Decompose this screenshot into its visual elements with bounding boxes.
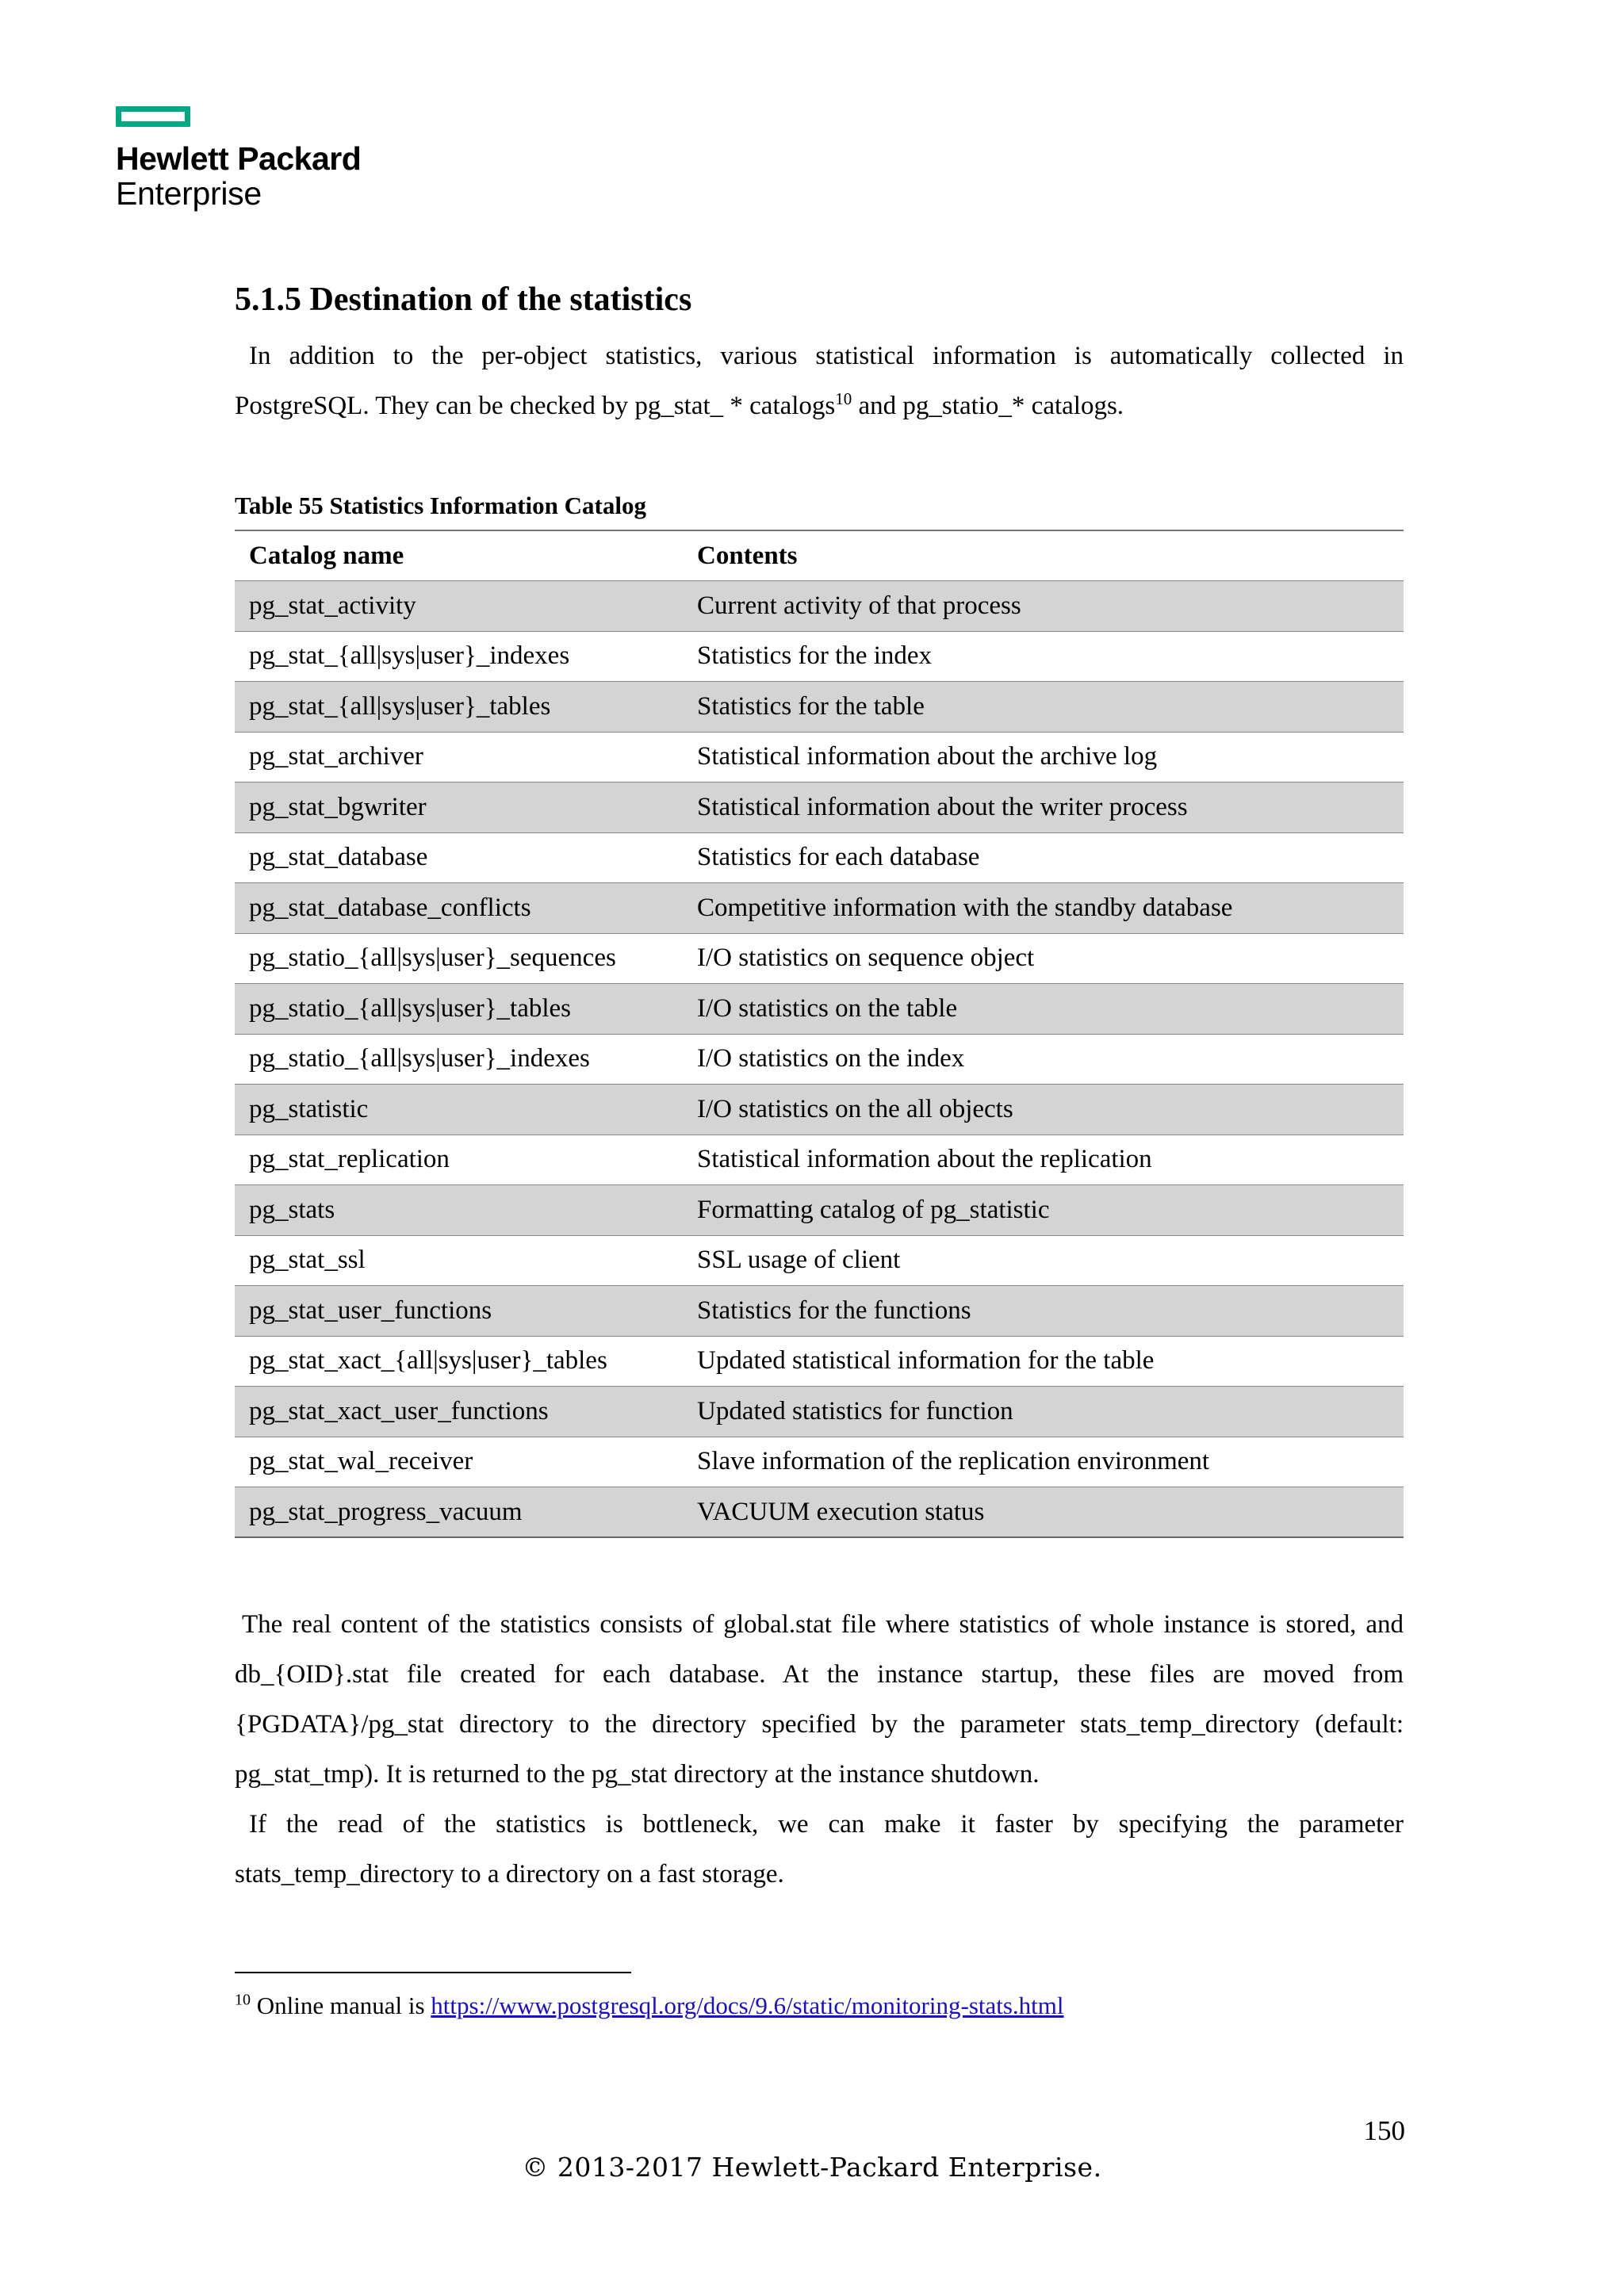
footnote-divider bbox=[235, 1972, 631, 1973]
table-header-row bbox=[235, 530, 1404, 581]
table-caption: Table 55 Statistics Information Catalog bbox=[235, 492, 646, 519]
page-number: 150 bbox=[1363, 2115, 1405, 2146]
hpe-logo bbox=[116, 106, 361, 211]
catalog-name-cell: pg_stat_{all|sys|user}_indexes bbox=[249, 641, 570, 671]
catalog-name-cell: pg_stat_bgwriter bbox=[249, 792, 427, 821]
footnote-ref[interactable]: 10 bbox=[835, 389, 852, 408]
catalog-name-cell: pg_stat_replication bbox=[249, 1145, 450, 1174]
intro-text-before: In addition to the per-object statistics, various statistical information is automatically collected in PostgreSQL. They can be checked by pg_stat_ * catalogs bbox=[235, 342, 1404, 420]
table-row bbox=[235, 1034, 1404, 1085]
catalog-name-cell: pg_stat_activity bbox=[249, 591, 416, 620]
copyright-notice: © 2013-2017 Hewlett-Packard Enterprise. bbox=[522, 2152, 1102, 2183]
footnote-number: 10 bbox=[235, 1991, 251, 2009]
body-text bbox=[235, 1600, 1404, 1900]
contents-cell: I/O statistics on the all objects bbox=[697, 1094, 1013, 1123]
catalog-name-cell: pg_statio_{all|sys|user}_sequences bbox=[249, 943, 616, 973]
table-row bbox=[235, 1487, 1404, 1538]
section-heading: 5.1.5 Destination of the statistics bbox=[235, 281, 692, 318]
catalog-name-cell: pg_stat_database_conflicts bbox=[249, 893, 531, 922]
catalog-name-cell: pg_statio_{all|sys|user}_tables bbox=[249, 993, 572, 1023]
catalog-name-cell: pg_stat_archiver bbox=[249, 742, 423, 771]
body-paragraph-1: The real content of the statistics consists of global.stat file where statistics of whole instance is stored, and db_{OID}.stat file created for each database. At the instance startup, these files are moved from {PGDATA}/pg_stat directory to the directory specified by the parameter stats_temp_directory (default: pg_stat_tmp). It is returned to the pg_stat directory at the instance shutdown. bbox=[235, 1610, 1404, 1789]
table-row bbox=[235, 984, 1404, 1035]
table-row bbox=[235, 1437, 1404, 1487]
contents-cell: SSL usage of client bbox=[697, 1246, 901, 1275]
hpe-logo-rectangle-icon bbox=[116, 106, 190, 127]
contents-cell: Updated statistics for function bbox=[697, 1396, 1013, 1425]
table-row bbox=[235, 1387, 1404, 1437]
catalog-name-cell: pg_stat_{all|sys|user}_tables bbox=[249, 691, 551, 721]
catalog-name-cell: pg_statistic bbox=[249, 1094, 369, 1123]
logo-text-line2: Enterprise bbox=[116, 175, 262, 212]
footnote-text: Online manual is bbox=[251, 1992, 431, 2019]
contents-cell: I/O statistics on the table bbox=[697, 993, 958, 1023]
contents-cell: I/O statistics on sequence object bbox=[697, 943, 1035, 973]
contents-cell: Current activity of that process bbox=[697, 591, 1021, 620]
table-row bbox=[235, 631, 1404, 682]
logo-text-line1: Hewlett Packard bbox=[116, 140, 362, 177]
table-row bbox=[235, 883, 1404, 934]
table-row bbox=[235, 1085, 1404, 1135]
catalog-name-cell: pg_stat_progress_vacuum bbox=[249, 1497, 523, 1526]
column-header-contents: Contents bbox=[697, 541, 798, 570]
column-header-catalog-name: Catalog name bbox=[249, 541, 404, 570]
catalog-name-cell: pg_stat_ssl bbox=[249, 1246, 366, 1275]
intro-paragraph bbox=[235, 331, 1404, 431]
body-paragraph-2: If the read of the statistics is bottleneck, we can make it faster by specifying the parameter stats_temp_directory to a directory on a fast storage. bbox=[235, 1810, 1404, 1888]
contents-cell: Statistics for the table bbox=[697, 691, 925, 721]
table-row bbox=[235, 1185, 1404, 1236]
contents-cell: Statistics for the functions bbox=[697, 1295, 971, 1325]
table-row bbox=[235, 682, 1404, 733]
catalog-name-cell: pg_stats bbox=[249, 1195, 335, 1224]
catalog-name-cell: pg_stat_xact_user_functions bbox=[249, 1396, 549, 1425]
table-row bbox=[235, 783, 1404, 833]
catalog-name-cell: pg_stat_user_functions bbox=[249, 1295, 492, 1325]
table-row bbox=[235, 1336, 1404, 1387]
contents-cell: Statistical information about the writer process bbox=[697, 792, 1188, 821]
table-row bbox=[235, 581, 1404, 632]
table-row bbox=[235, 732, 1404, 783]
statistics-catalog-table bbox=[235, 530, 1404, 1538]
footnote bbox=[235, 1988, 1404, 2023]
catalog-name-cell: pg_stat_wal_receiver bbox=[249, 1447, 473, 1476]
contents-cell: Statistical information about the archive log bbox=[697, 742, 1158, 771]
table-row bbox=[235, 832, 1404, 883]
table-row bbox=[235, 1235, 1404, 1286]
intro-text-after: and pg_statio_* catalogs. bbox=[852, 392, 1124, 420]
table-row bbox=[235, 933, 1404, 984]
contents-cell: Slave information of the replication environment bbox=[697, 1447, 1210, 1476]
contents-cell: Competitive information with the standby database bbox=[697, 893, 1233, 922]
contents-cell: Statistical information about the replication bbox=[697, 1145, 1152, 1174]
contents-cell: VACUUM execution status bbox=[697, 1497, 985, 1526]
table-row bbox=[235, 1286, 1404, 1337]
catalog-name-cell: pg_stat_xact_{all|sys|user}_tables bbox=[249, 1346, 607, 1376]
table-row bbox=[235, 1135, 1404, 1185]
catalog-name-cell: pg_stat_database bbox=[249, 843, 428, 872]
contents-cell: I/O statistics on the index bbox=[697, 1044, 965, 1073]
catalog-name-cell: pg_statio_{all|sys|user}_indexes bbox=[249, 1044, 590, 1073]
contents-cell: Statistics for each database bbox=[697, 843, 980, 872]
contents-cell: Statistics for the index bbox=[697, 641, 933, 671]
contents-cell: Updated statistical information for the table bbox=[697, 1346, 1155, 1376]
contents-cell: Formatting catalog of pg_statistic bbox=[697, 1195, 1050, 1224]
footnote-link[interactable]: https://www.postgresql.org/docs/9.6/static/monitoring-stats.html bbox=[431, 1992, 1064, 2019]
